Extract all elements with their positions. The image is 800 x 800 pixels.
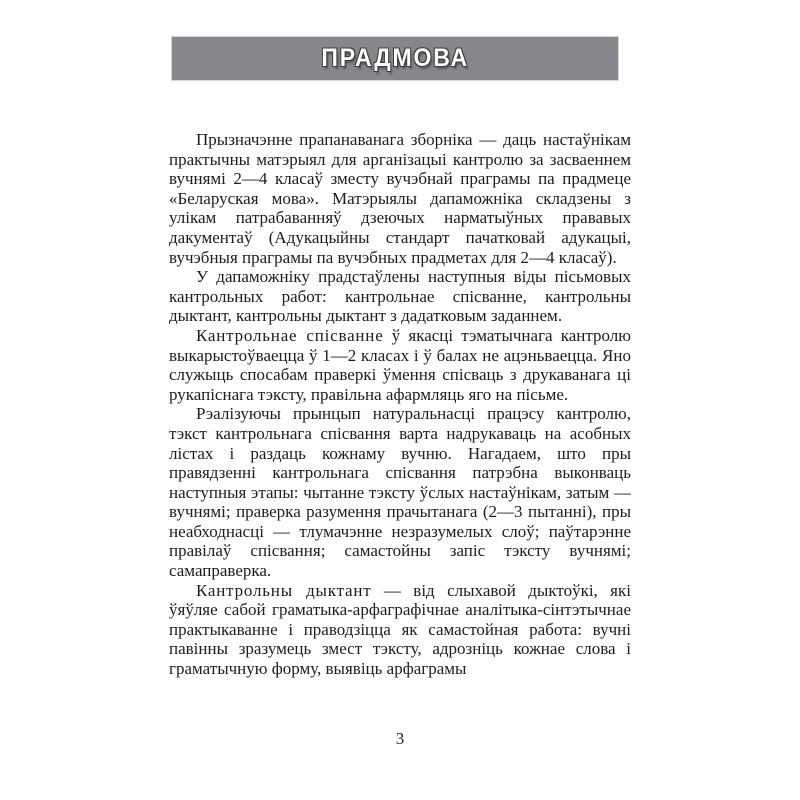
chapter-title-band [171, 36, 619, 81]
paragraph: Кантрольны дыктант — від слыхавой дыктоўкі, які ўяўляе сабой граматыка-арфаграфічнае аналітыка-сінтэтычнае практыкаванне і праводзіцца як самастойная работа: вучні павінны зразумець змест тэксту, адрозніць кожнае слова і граматычную форму, выявіць арфаграмы [169, 580, 631, 679]
paragraph: Рэалізуючы прынцып натуральнасці працэсу кантролю, тэкст кантрольнага спісвання варта надрукаваць на асобных лістах і раздаць кожнаму вучню. Нагадаем, што пры правядзенні кантрольнага спісвання патрэбна выконваць наступныя этапы: чытанне тэксту ўслых настаўнікам, затым — вучнямі; праверка разумення прачытанага (2—3 пытанні), пры неабходнасці — тлумачэнне незразумелых слоў; паўтарэнне правілаў спісвання; самастойны запіс тэксту вучнямі; самаправерка. [169, 404, 631, 581]
paragraph: Прызначэнне прапанаванага зборніка — даць настаўнікам практычны матэрыял для арганізацыі кантролю за засваеннем вучнямі 2—4 класаў зместу вучэбнай праграмы па прадмеце «Беларуская мова». Матэрыялы дапаможніка складзены з улікам патрабаванняў дзеючых нарматыўных прававых дакументаў (Адукацыйны стандарт пачатковай адукацыі, вучэбныя праграмы па вучэбных прадметах для 2—4 класаў). [169, 130, 631, 267]
page-number: 3 [395, 729, 405, 748]
emphasized-term: Кантрольнае спісванне [196, 325, 384, 345]
chapter-title: ПРАДМОВА [321, 44, 469, 72]
paragraph: Кантрольнае спісванне ў якасці тэматычнага кантролю выкарыстоўваецца ў 1—2 класах і ў балах не ацэньваецца. Яно служыць спосабам праверкі ўмення спісваць з друкаванага ці рукапіснага тэксту, правільна афармляць яго на пісьме. [169, 325, 631, 404]
body-text [169, 130, 631, 722]
emphasized-term: Кантрольны дыктант [196, 580, 372, 600]
paragraph: У дапаможніку прадстаўлены наступныя віды пісьмовых кантрольных работ: кантрольнае спісванне, кантрольны дыктант, кантрольны дыктант з дадатковым заданнем. [169, 267, 631, 326]
